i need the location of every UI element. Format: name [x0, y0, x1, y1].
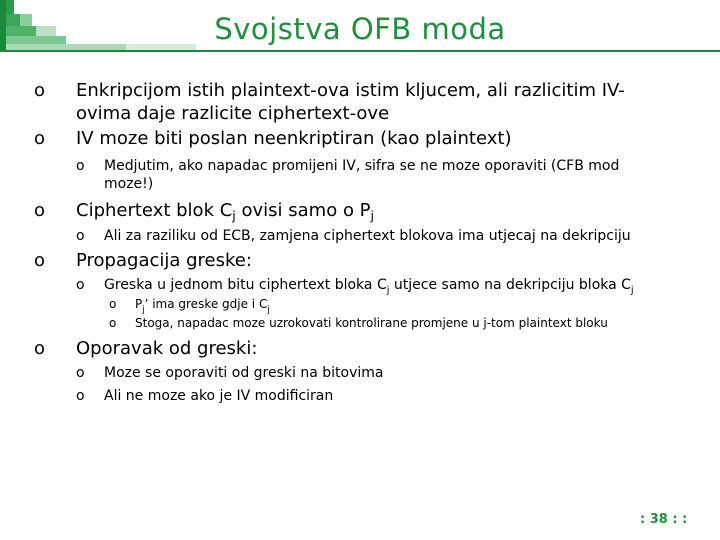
bullet-text: Propagacija greske: — [76, 250, 252, 271]
bullet-marker: o — [109, 316, 117, 330]
bullet-marker: o — [76, 277, 85, 293]
bullet-text: ovima daje razlicite ciphertext-ove — [76, 103, 390, 124]
bullet-marker: o — [34, 128, 46, 149]
bullet-text: Moze se oporaviti od greski na bitovima — [104, 365, 384, 381]
bullet-text: Greska u jednom bitu ciphertext bloka $C_j$ utjece samo na dekripciju bloka $C_j$ — [104, 277, 634, 296]
bullet-text: Oporavak od greski: — [76, 338, 258, 359]
bullet-text: Enkripcijom istih plaintext-ova istim kljucem, ali razlicitim IV- — [76, 80, 625, 101]
bullet-marker: o — [34, 338, 46, 359]
bullet-marker: o — [76, 365, 85, 381]
bullet-marker: o — [76, 158, 85, 174]
bullet-marker: o — [109, 297, 117, 311]
bullet-marker: o — [76, 388, 85, 404]
bullet-marker: o — [34, 80, 46, 101]
bullet-text: $P_j$’ ima greske gdje i $C_j$ — [135, 297, 270, 314]
slide-title: Svojstva OFB moda — [214, 12, 506, 46]
bullet-marker: o — [76, 228, 85, 244]
bullet-marker: o — [34, 200, 46, 221]
bullet-text: Ali za raziliku od ECB, zamjena ciphertext blokova ima utjecaj na dekripciju — [104, 228, 631, 244]
bullet-marker: o — [34, 250, 46, 271]
bullet-text: Ciphertext blok $C_j$ ovisi samo o $P_j$ — [76, 200, 375, 223]
bullet-text: Ali ne moze ako je IV modificiran — [104, 388, 334, 404]
bullet-text: Medjutim, ako napadac promijeni IV, sifra se ne moze oporaviti (CFB mod — [104, 158, 620, 174]
bullet-text: Stoga, napadac moze uzrokovati kontrolirane promjene u j-tom plaintext bloku — [135, 316, 608, 330]
page-number: : 38 : : — [640, 512, 688, 527]
bullet-text: IV moze biti poslan neenkriptiran (kao plaintext) — [76, 128, 512, 149]
bullet-text: moze!) — [104, 176, 154, 192]
title-underline — [6, 50, 720, 52]
